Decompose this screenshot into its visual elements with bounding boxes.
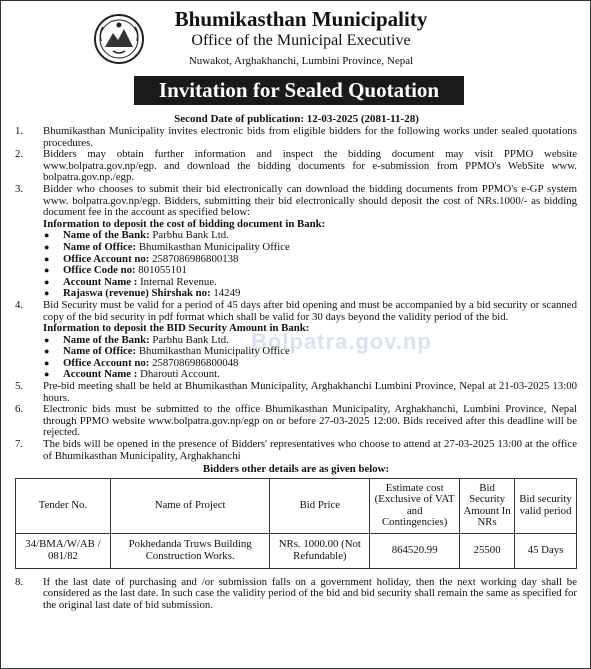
table-cell: NRs. 1000.00 (Not Refundable) bbox=[270, 533, 370, 568]
table-header-row bbox=[16, 478, 577, 533]
clause-number: 3. bbox=[15, 182, 24, 195]
clause-5 bbox=[15, 381, 577, 404]
table-cell: Pokhedanda Truws Building Construction Works. bbox=[110, 533, 270, 568]
doc-fee-bank-details bbox=[15, 230, 577, 300]
doc-fee-heading: Information to deposit the cost of bidding document in Bank: bbox=[43, 217, 326, 230]
bank-detail-item: ● Account Name : Dharouti Account. bbox=[43, 369, 577, 381]
office-name: Office of the Municipal Executive bbox=[191, 32, 411, 49]
bank-detail-item: ● Office Account no: 2587086986800048 bbox=[43, 358, 577, 370]
clause-number: 1. bbox=[15, 125, 24, 137]
clause-text: Pre-bid meeting shall be held at Bhumikasthan Municipality, Arghakhanchi Lumbini Province, Nepal at 21-03-2025 13:00 hours. bbox=[43, 380, 577, 404]
clause-number: 4. bbox=[15, 298, 24, 311]
bank-detail-item: ● Office Account no: 2587086986800138 bbox=[43, 254, 577, 266]
bank-detail-item: ● Name of Office: Bhumikasthan Municipality Office bbox=[43, 346, 577, 358]
clause-number: 7. bbox=[15, 438, 24, 451]
notice-header bbox=[1, 1, 590, 71]
table-cell: 45 Days bbox=[515, 533, 577, 568]
bid-details-table bbox=[15, 478, 577, 569]
notice-body bbox=[15, 126, 577, 612]
clause-6 bbox=[15, 404, 577, 439]
municipality-name: Bhumikasthan Municipality bbox=[174, 7, 428, 31]
clause-3 bbox=[15, 184, 577, 219]
clause-number: 5. bbox=[15, 380, 24, 393]
clause-text: Bidders may obtain further information and inspect the bidding document may visit PPMO website www.bolpatra.gov.np/egp. and download the bidding documents for e-submission from PPMO's WebSite www. bolpatra.gov.np./egp. bbox=[43, 148, 577, 184]
bank-detail-item: ● Name of the Bank: Parbhu Bank Ltd. bbox=[43, 335, 577, 347]
clause-4 bbox=[15, 300, 577, 323]
office-address: Nuwakot, Arghakhanchi, Lumbini Province, Nepal bbox=[188, 55, 414, 67]
column-header: Estimate cost (Exclusive of VAT and Contingencies) bbox=[370, 478, 460, 533]
column-header: Bid security valid period bbox=[515, 478, 577, 533]
clause-8 bbox=[15, 577, 577, 612]
clause-number: 2. bbox=[15, 148, 24, 161]
table-cell: 34/BMA/W/AB / 081/82 bbox=[16, 533, 111, 568]
government-emblem-icon bbox=[93, 13, 145, 65]
clause-2 bbox=[15, 149, 577, 184]
column-header: Bid Price bbox=[270, 478, 370, 533]
bid-security-bank-details bbox=[15, 335, 577, 381]
clause-number: 8. bbox=[15, 575, 24, 588]
clause-text: Bid Security must be valid for a period of 45 days after bid opening and must be accompanied by a bid security or scanned copy of the bid security in pdf format which shall be valid for 30 days beyond the validity period of the bid. bbox=[43, 298, 577, 323]
clause-text: The bids will be opened in the presence of Bidders' representatives who choose to attend at 27-03-2025 13:00 at the office of Bhumikasthan Municipality, Arghakhanchi bbox=[43, 438, 577, 462]
publication-date: Second Date of publication: 12-03-2025 (2081-11-28) bbox=[174, 113, 419, 125]
clause-text: Electronic bids must be submitted to the office Bhumikasthan Municipality, Arghakhanchi, Lumbini Province, Nepal through PPMO website www.bolpatra.gov.np/egp on or before 27-03-2025 12:00. Bids received after this deadline will be rejected. bbox=[43, 403, 577, 439]
column-header: Bid Security Amount In NRs bbox=[460, 478, 515, 533]
bid-security-heading: Information to deposit the BID Security Amount in Bank: bbox=[43, 322, 310, 335]
bank-detail-item: ● Account Name : Internal Revenue. bbox=[43, 277, 577, 289]
watermark: Bolpatra.gov.np bbox=[251, 329, 432, 354]
clause-number: 6. bbox=[15, 403, 24, 416]
bid-details-caption: Bidders other details are as given below: bbox=[202, 463, 390, 476]
column-header: Name of Project bbox=[110, 478, 270, 533]
table-cell: 25500 bbox=[460, 533, 515, 568]
clause-text: Bhumikasthan Municipality invites electronic bids from eligible bidders for the following works under sealed quotations procedures. bbox=[43, 125, 577, 149]
column-header: Tender No. bbox=[16, 478, 111, 533]
table-row bbox=[16, 533, 577, 568]
clause-7 bbox=[15, 439, 577, 462]
table-cell: 864520.99 bbox=[370, 533, 460, 568]
bank-detail-item: ● Name of the Bank: Parbhu Bank Ltd. bbox=[43, 230, 577, 242]
bank-detail-item: ● Name of Office: Bhumikasthan Municipality Office bbox=[43, 242, 577, 254]
clause-1 bbox=[15, 126, 577, 149]
notice-title-banner: Invitation for Sealed Quotation bbox=[134, 76, 464, 105]
clause-text: If the last date of purchasing and /or submission falls on a government holiday, then the next working day shall be considered as the last date. In such case the validity period of the bid and bid security shall remain the same as specified for the original last date of bid submission. bbox=[43, 575, 577, 611]
bank-detail-item: ● Rajaswa (revenue) Shirshak no: 14249 bbox=[43, 288, 577, 300]
clause-text: Bidder who chooses to submit their bid electronically can download the bidding documents from PPMO's e-GP system www. bolpatra.gov.np/egp. Bidders, submitting their bid electronically should deposit the cost of NRs.1000/- as bidding document fee in the account as specified below: bbox=[43, 182, 577, 219]
bank-detail-item: ● Office Code no: 801055101 bbox=[43, 265, 577, 277]
